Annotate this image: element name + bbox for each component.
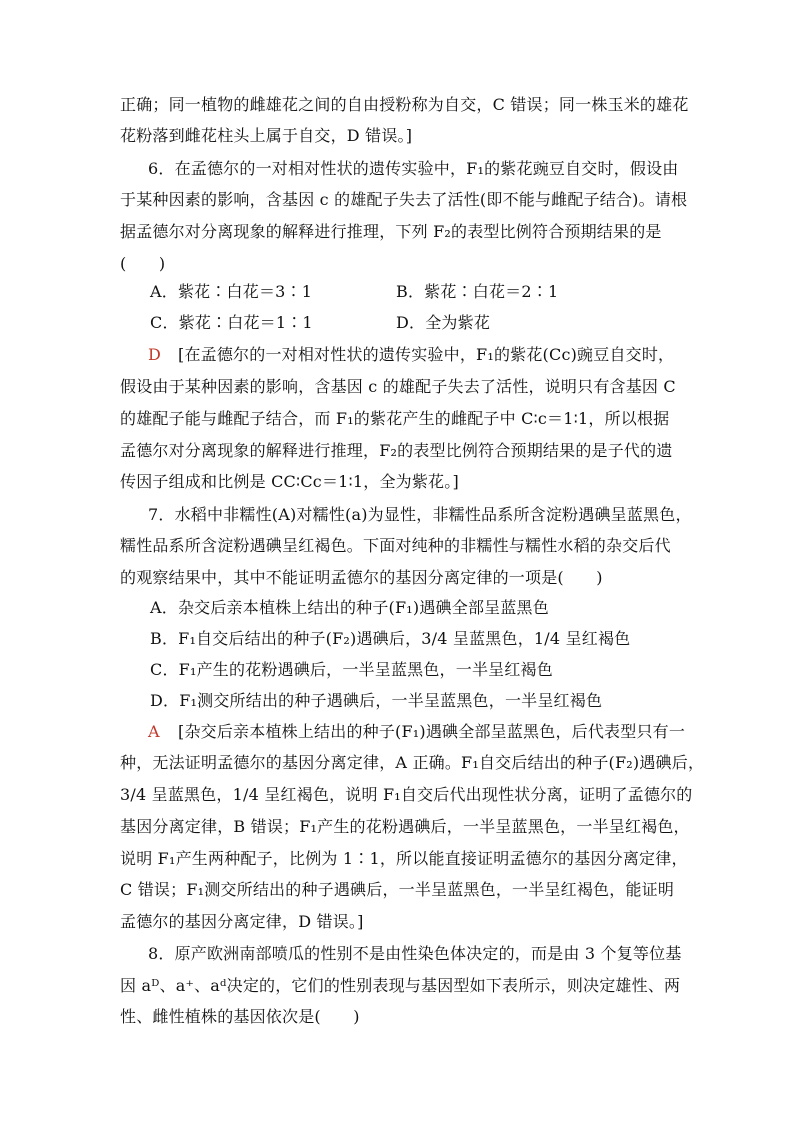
explanation-line: C 错误；F₁测交所结出的种子遇碘后，一半呈蓝黑色，一半呈红褐色，能证明 bbox=[120, 880, 675, 899]
text-line: 于某种因素的影响，含基因 c 的雄配子失去了活性(即不能与雌配子结合)。请根 bbox=[120, 190, 688, 209]
answer-letter: D bbox=[148, 345, 162, 364]
text-line: 据孟德尔对分离现象的解释进行推理，下列 F₂的表型比例符合预期结果的是 bbox=[120, 222, 662, 241]
question-8-stem: 8．原产欧洲南部喷瓜的性别不是由性染色体决定的，而是由 3 个复等位基 bbox=[148, 944, 682, 963]
option-d: D．全为紫花 bbox=[396, 313, 491, 332]
answer-letter: A bbox=[148, 722, 160, 741]
explanation-line: [在孟德尔的一对相对性状的遗传实验中，F₁的紫花(Cc)豌豆自交时， bbox=[178, 345, 675, 364]
explanation-line: 传因子组成和比例是 CC∶Cc＝1∶1，全为紫花。] bbox=[120, 472, 459, 491]
option-c: C．紫花∶白花＝1∶1 bbox=[150, 313, 313, 332]
explanation-line: 种，无法证明孟德尔的基因分离定律，A 正确。F₁自交后结出的种子(F₂)遇碘后， bbox=[120, 753, 705, 772]
explanation-line: 的雄配子能与雌配子结合，而 F₁的紫花产生的雌配子中 C∶c＝1∶1，所以根据 bbox=[120, 409, 670, 428]
text-line: 因 aᴰ、a⁺、aᵈ决定的，它们的性别表现与基因型如下表所示，则决定雄性、两 bbox=[120, 976, 681, 995]
answer-blank: ( ) bbox=[120, 254, 166, 273]
option-b: B．F₁自交后结出的种子(F₂)遇碘后，3/4 呈蓝黑色，1/4 呈红褐色 bbox=[150, 629, 631, 648]
question-6-stem: 6．在孟德尔的一对相对性状的遗传实验中，F₁的紫花豌豆自交时，假设由 bbox=[148, 159, 679, 178]
explanation-line: 说明 F₁产生两种配子，比例为 1∶1，所以能直接证明孟德尔的基因分离定律， bbox=[120, 849, 688, 868]
explanation-line: 孟德尔的基因分离定律，D 错误。] bbox=[120, 912, 364, 931]
option-d: D．F₁测交所结出的种子遇碘后，一半呈蓝黑色，一半呈红褐色 bbox=[150, 691, 603, 710]
text-line: 的观察结果中，其中不能证明孟德尔的基因分离定律的一项是( ) bbox=[120, 568, 603, 587]
text-line: 正确；同一植物的雌雄花之间的自由授粉称为自交，C 错误；同一株玉米的雄花 bbox=[120, 95, 689, 114]
option-a: A．杂交后亲本植株上结出的种子(F₁)遇碘全部呈蓝黑色 bbox=[150, 598, 549, 617]
question-7-stem: 7．水稻中非糯性(A)对糯性(a)为显性，非糯性品系所含淀粉遇碘呈蓝黑色， bbox=[148, 505, 692, 524]
explanation-line: 3/4 呈蓝黑色，1/4 呈红褐色，说明 F₁自交后代出现性状分离，证明了孟德尔的 bbox=[120, 785, 693, 804]
explanation-line: 孟德尔对分离现象的解释进行推理，F₂的表型比例符合预期结果的是子代的遗 bbox=[120, 441, 673, 460]
explanation-line: 假设由于某种因素的影响，含基因 c 的雄配子失去了活性，说明只有含基因 C bbox=[120, 377, 676, 396]
text-line: 性、雌性植株的基因依次是( ) bbox=[120, 1007, 360, 1026]
text-line: 糯性品系所含淀粉遇碘呈红褐色。下面对纯种的非糯性与糯性水稻的杂交后代 bbox=[120, 536, 671, 555]
explanation-line: 基因分离定律，B 错误；F₁产生的花粉遇碘后，一半呈蓝黑色，一半呈红褐色， bbox=[120, 817, 690, 836]
option-a: A．紫花∶白花＝3∶1 bbox=[150, 282, 313, 301]
text-line: 花粉落到雌花柱头上属于自交，D 错误。] bbox=[120, 126, 413, 145]
explanation-line: [杂交后亲本植株上结出的种子(F₁)遇碘全部呈蓝黑色，后代表型只有一 bbox=[178, 722, 686, 741]
option-c: C．F₁产生的花粉遇碘后，一半呈蓝黑色，一半呈红褐色 bbox=[150, 660, 553, 679]
option-b: B．紫花∶白花＝2∶1 bbox=[396, 282, 559, 301]
